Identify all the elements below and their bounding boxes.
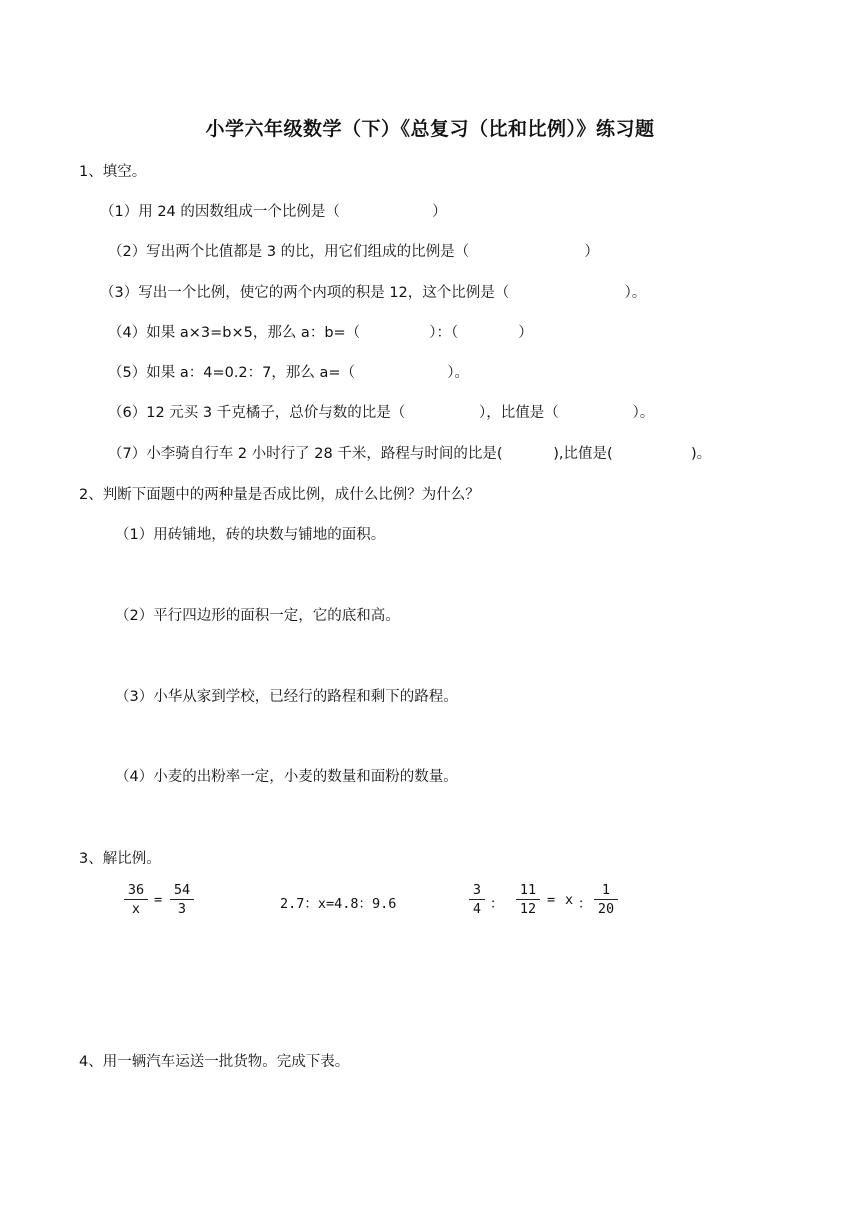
fraction-bar [594, 899, 618, 900]
denominator: 3 [177, 901, 187, 917]
fill-item-7: （7）小李骑自行车 2 小时行了 28 千米，路程与时间的比是( ),比值是( )。 [108, 446, 712, 462]
numerator: 54 [173, 882, 191, 898]
numerator: 36 [127, 882, 145, 898]
section4-heading: 4、用一辆汽车运送一批货物。完成下表。 [79, 1054, 350, 1070]
numerator: 3 [472, 882, 482, 898]
ratio-colon: ： [490, 896, 504, 912]
judge-item-1: （1）用砖铺地，砖的块数与铺地的面积。 [115, 527, 386, 543]
fill-item-5: （5）如果 a：4=0.2：7，那么 a=（ ）。 [108, 365, 469, 381]
fraction-bar [124, 899, 148, 900]
fill-item-1: （1）用 24 的因数组成一个比例是（ ） [100, 204, 447, 220]
fill-item-4: （4）如果 a×3=b×5，那么 a：b=（ ）：（ ） [108, 325, 533, 341]
fill-item-2: （2）写出两个比值都是 3 的比，用它们组成的比例是（ ） [108, 244, 599, 260]
section2-heading: 2、判断下面题中的两种量是否成比例，成什么比例？为什么？ [79, 487, 480, 503]
fraction-bar [469, 899, 485, 900]
fraction-3-over-4 [469, 882, 485, 917]
denominator: 12 [519, 901, 537, 917]
fill-item-3: （3）写出一个比例，使它的两个内项的积是 12，这个比例是（ ）。 [100, 285, 647, 301]
denominator: 20 [597, 901, 615, 917]
fraction-bar [516, 899, 540, 900]
fraction-1-over-20 [594, 882, 618, 917]
equation-2: 2.7：x=4.8：9.6 [280, 896, 397, 912]
section3-heading: 3、解比例。 [79, 851, 161, 867]
numerator: 11 [519, 882, 537, 898]
numerator: 1 [601, 882, 611, 898]
fraction-bar [170, 899, 194, 900]
judge-item-2: （2）平行四边形的面积一定，它的底和高。 [115, 608, 400, 624]
page-title: 小学六年级数学（下）《总复习（比和比例）》练习题 [205, 118, 655, 140]
fill-item-6: （6）12 元买 3 千克橘子，总价与数的比是（ ），比值是（ ）。 [108, 405, 655, 421]
fraction-11-over-12 [516, 882, 540, 917]
denominator: 4 [472, 901, 482, 917]
fraction-54-over-3 [170, 882, 194, 917]
fraction-36-over-x [124, 882, 148, 917]
equals-sign: = [154, 892, 163, 908]
judge-item-3: （3）小华从家到学校，已经行的路程和剩下的路程。 [115, 689, 458, 705]
equals-sign: = [547, 892, 556, 908]
variable-x: x [565, 892, 574, 908]
ratio-colon: ： [578, 896, 592, 912]
judge-item-4: （4）小麦的出粉率一定，小麦的数量和面粉的数量。 [115, 769, 458, 785]
section1-heading: 1、填空。 [79, 164, 147, 180]
denominator: x [131, 901, 141, 917]
